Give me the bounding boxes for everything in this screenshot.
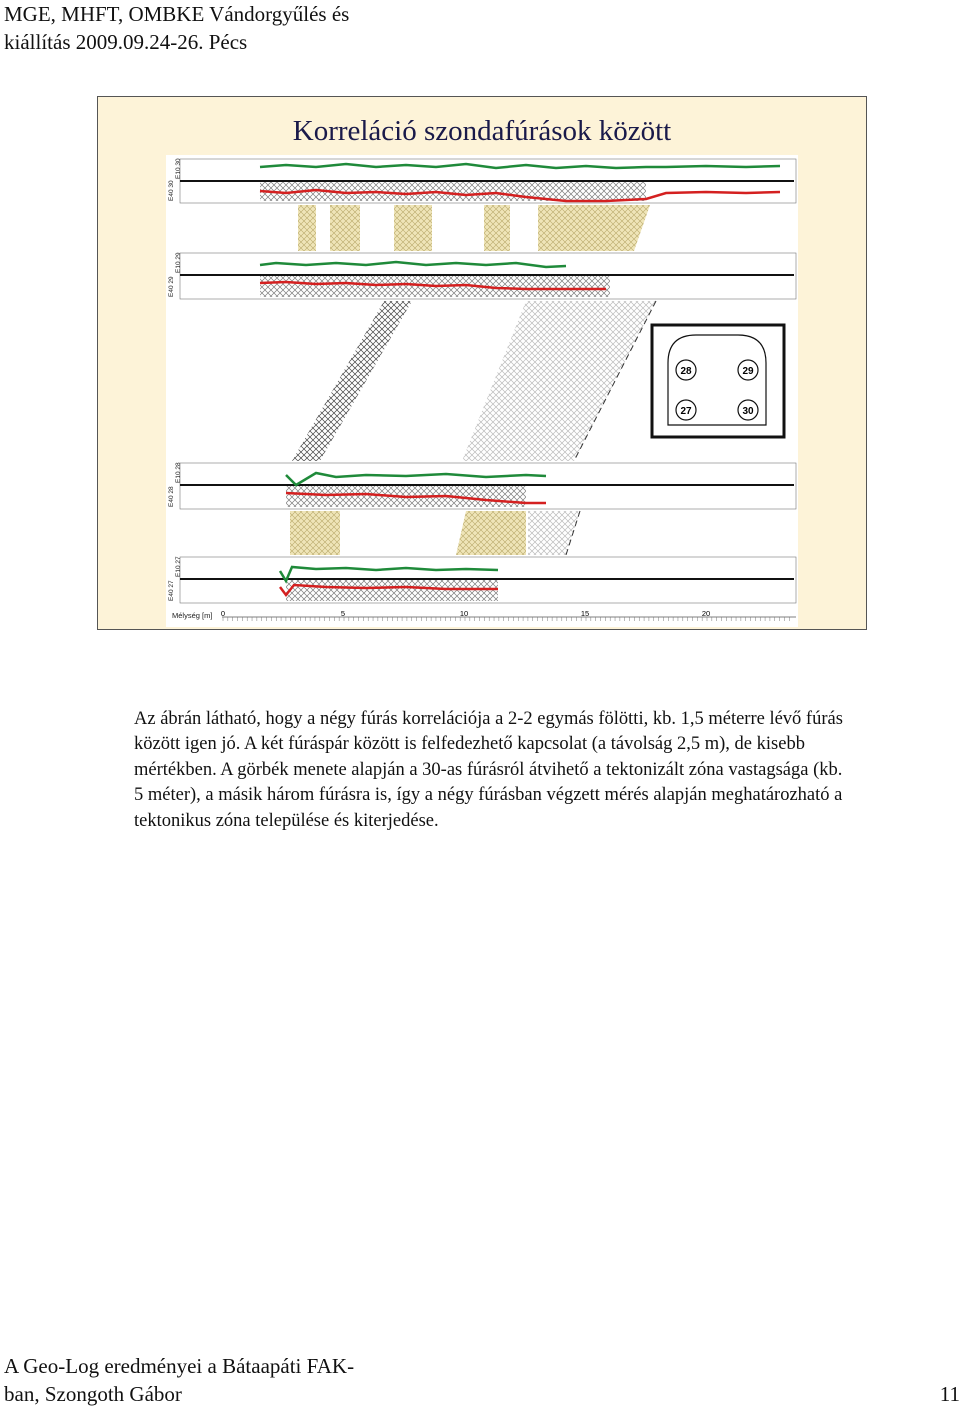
track-borehole-28 [180, 463, 796, 509]
track-30-label-b: E10 30 [175, 158, 182, 179]
header-line-1: MGE, MHFT, OMBKE Vándorgyűlés és [4, 2, 350, 26]
page-header [4, 0, 349, 56]
track-28-label-a: E40 28 [168, 486, 175, 507]
page-footer [4, 1352, 424, 1408]
track-30-label-a: E40 30 [168, 180, 175, 201]
track-27-label-b: E10 27 [175, 556, 182, 577]
track-29-label-a: E40 29 [168, 276, 175, 297]
depth-tick-0: 0 [220, 609, 226, 618]
inset-borehole-29: 29 [742, 366, 754, 377]
depth-tick-15: 15 [580, 609, 590, 618]
track-borehole-27 [180, 557, 796, 603]
depth-tick-5: 5 [340, 609, 346, 618]
slide-title: Korreláció szondafúrások között [292, 115, 672, 147]
track-borehole-29 [180, 253, 796, 299]
inset-borehole-28: 28 [680, 366, 692, 377]
footer-line-2: ban, Szongoth Gábor [4, 1382, 182, 1406]
depth-tick-20: 20 [701, 609, 711, 618]
depth-tick-10: 10 [459, 609, 469, 618]
footer-line-1: A Geo-Log eredményei a Bátaapáti FAK- [4, 1354, 355, 1378]
page-number: 11 [939, 1382, 960, 1406]
correlation-plot [166, 155, 798, 627]
track-27-label-a: E40 27 [168, 580, 175, 601]
track-28-label-b: E10 28 [175, 462, 182, 483]
body-paragraph: Az ábrán látható, hogy a négy fúrás korrelációja a 2-2 egymás fölötti, kb. 1,5 méterre lévő fúrás között igen jó. A két fúráspár között is felfedezhető kapcsolat (a távolság 2,5 m), de kisebb mértékben. A görbék menete alapján a 30-as fúrásról átvihető a tektonizált zóna vastagsága (kb. 5 méter), a másik három fúrásra is, így a négy fúrásban végzett mérés alapján meghatározható a tektonikus zóna települése és kiterjedése. [134, 709, 843, 831]
depth-axis-label: Mélység [m] [172, 611, 213, 620]
slide-figure [97, 96, 867, 630]
header-line-2: kiállítás 2009.09.24-26. Pécs [4, 30, 248, 54]
inset-borehole-27: 27 [680, 406, 692, 417]
borehole-layout-inset [652, 325, 784, 437]
inset-borehole-30: 30 [742, 406, 754, 417]
track-borehole-30 [180, 159, 796, 203]
track-29-label-b: E10 29 [175, 252, 182, 273]
